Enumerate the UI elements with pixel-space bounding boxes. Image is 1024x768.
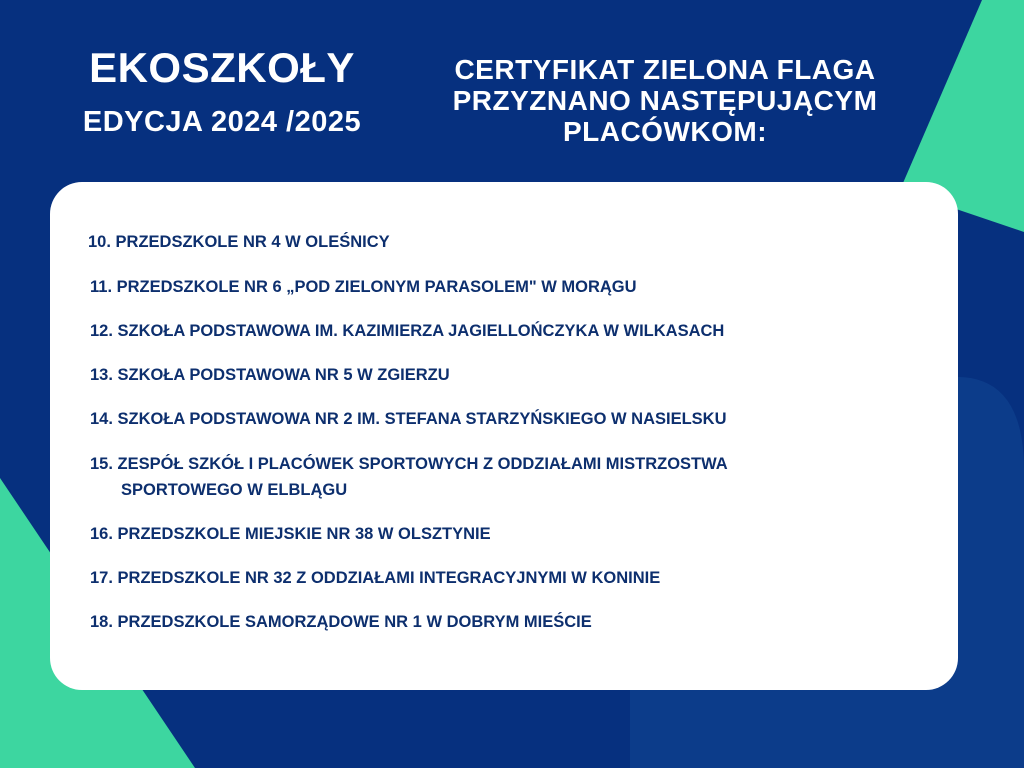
list-item: 13. SZKOŁA PODSTAWOWA NR 5 W ZGIERZU: [90, 366, 450, 384]
list-item-continuation: SPORTOWEGO W ELBLĄGU: [121, 481, 348, 499]
list-card: [50, 182, 958, 690]
certificate-line: PRZYZNANO NASTĘPUJĄCYM: [452, 85, 878, 116]
certificate-line: CERTYFIKAT ZIELONA FLAGA: [454, 54, 876, 85]
certificate-line: PLACÓWKOM:: [562, 116, 768, 147]
list-item: 17. PRZEDSZKOLE NR 32 Z ODDZIAŁAMI INTEGRACYJNYMI W KONINIE: [90, 569, 661, 587]
blue-shape-bottom-right: [630, 680, 1024, 768]
page-title: EKOSZKOŁY: [89, 44, 355, 91]
list-item: [90, 451, 728, 503]
list-item: 18. PRZEDSZKOLE SAMORZĄDOWE NR 1 W DOBRYM MIEŚCIE: [90, 613, 592, 631]
list-item-text: 15. ZESPÓŁ SZKÓŁ I PLACÓWEK SPORTOWYCH Z ODDZIAŁAMI MISTRZOSTWA: [90, 455, 728, 473]
certificate-heading: [415, 54, 915, 147]
list-item: 14. SZKOŁA PODSTAWOWA NR 2 IM. STEFANA STARZYŃSKIEGO W NASIELSKU: [90, 410, 727, 428]
list-item: 11. PRZEDSZKOLE NR 6 „POD ZIELONYM PARASOLEM" W MORĄGU: [90, 278, 637, 296]
list-item: 16. PRZEDSZKOLE MIEJSKIE NR 38 W OLSZTYNIE: [90, 525, 491, 543]
edition-subtitle: EDYCJA 2024 /2025: [82, 106, 362, 138]
list-item: 10. PRZEDSZKOLE NR 4 W OLEŚNICY: [88, 233, 390, 251]
list-item: 12. SZKOŁA PODSTAWOWA IM. KAZIMIERZA JAGIELLOŃCZYKA W WILKASACH: [90, 322, 725, 340]
